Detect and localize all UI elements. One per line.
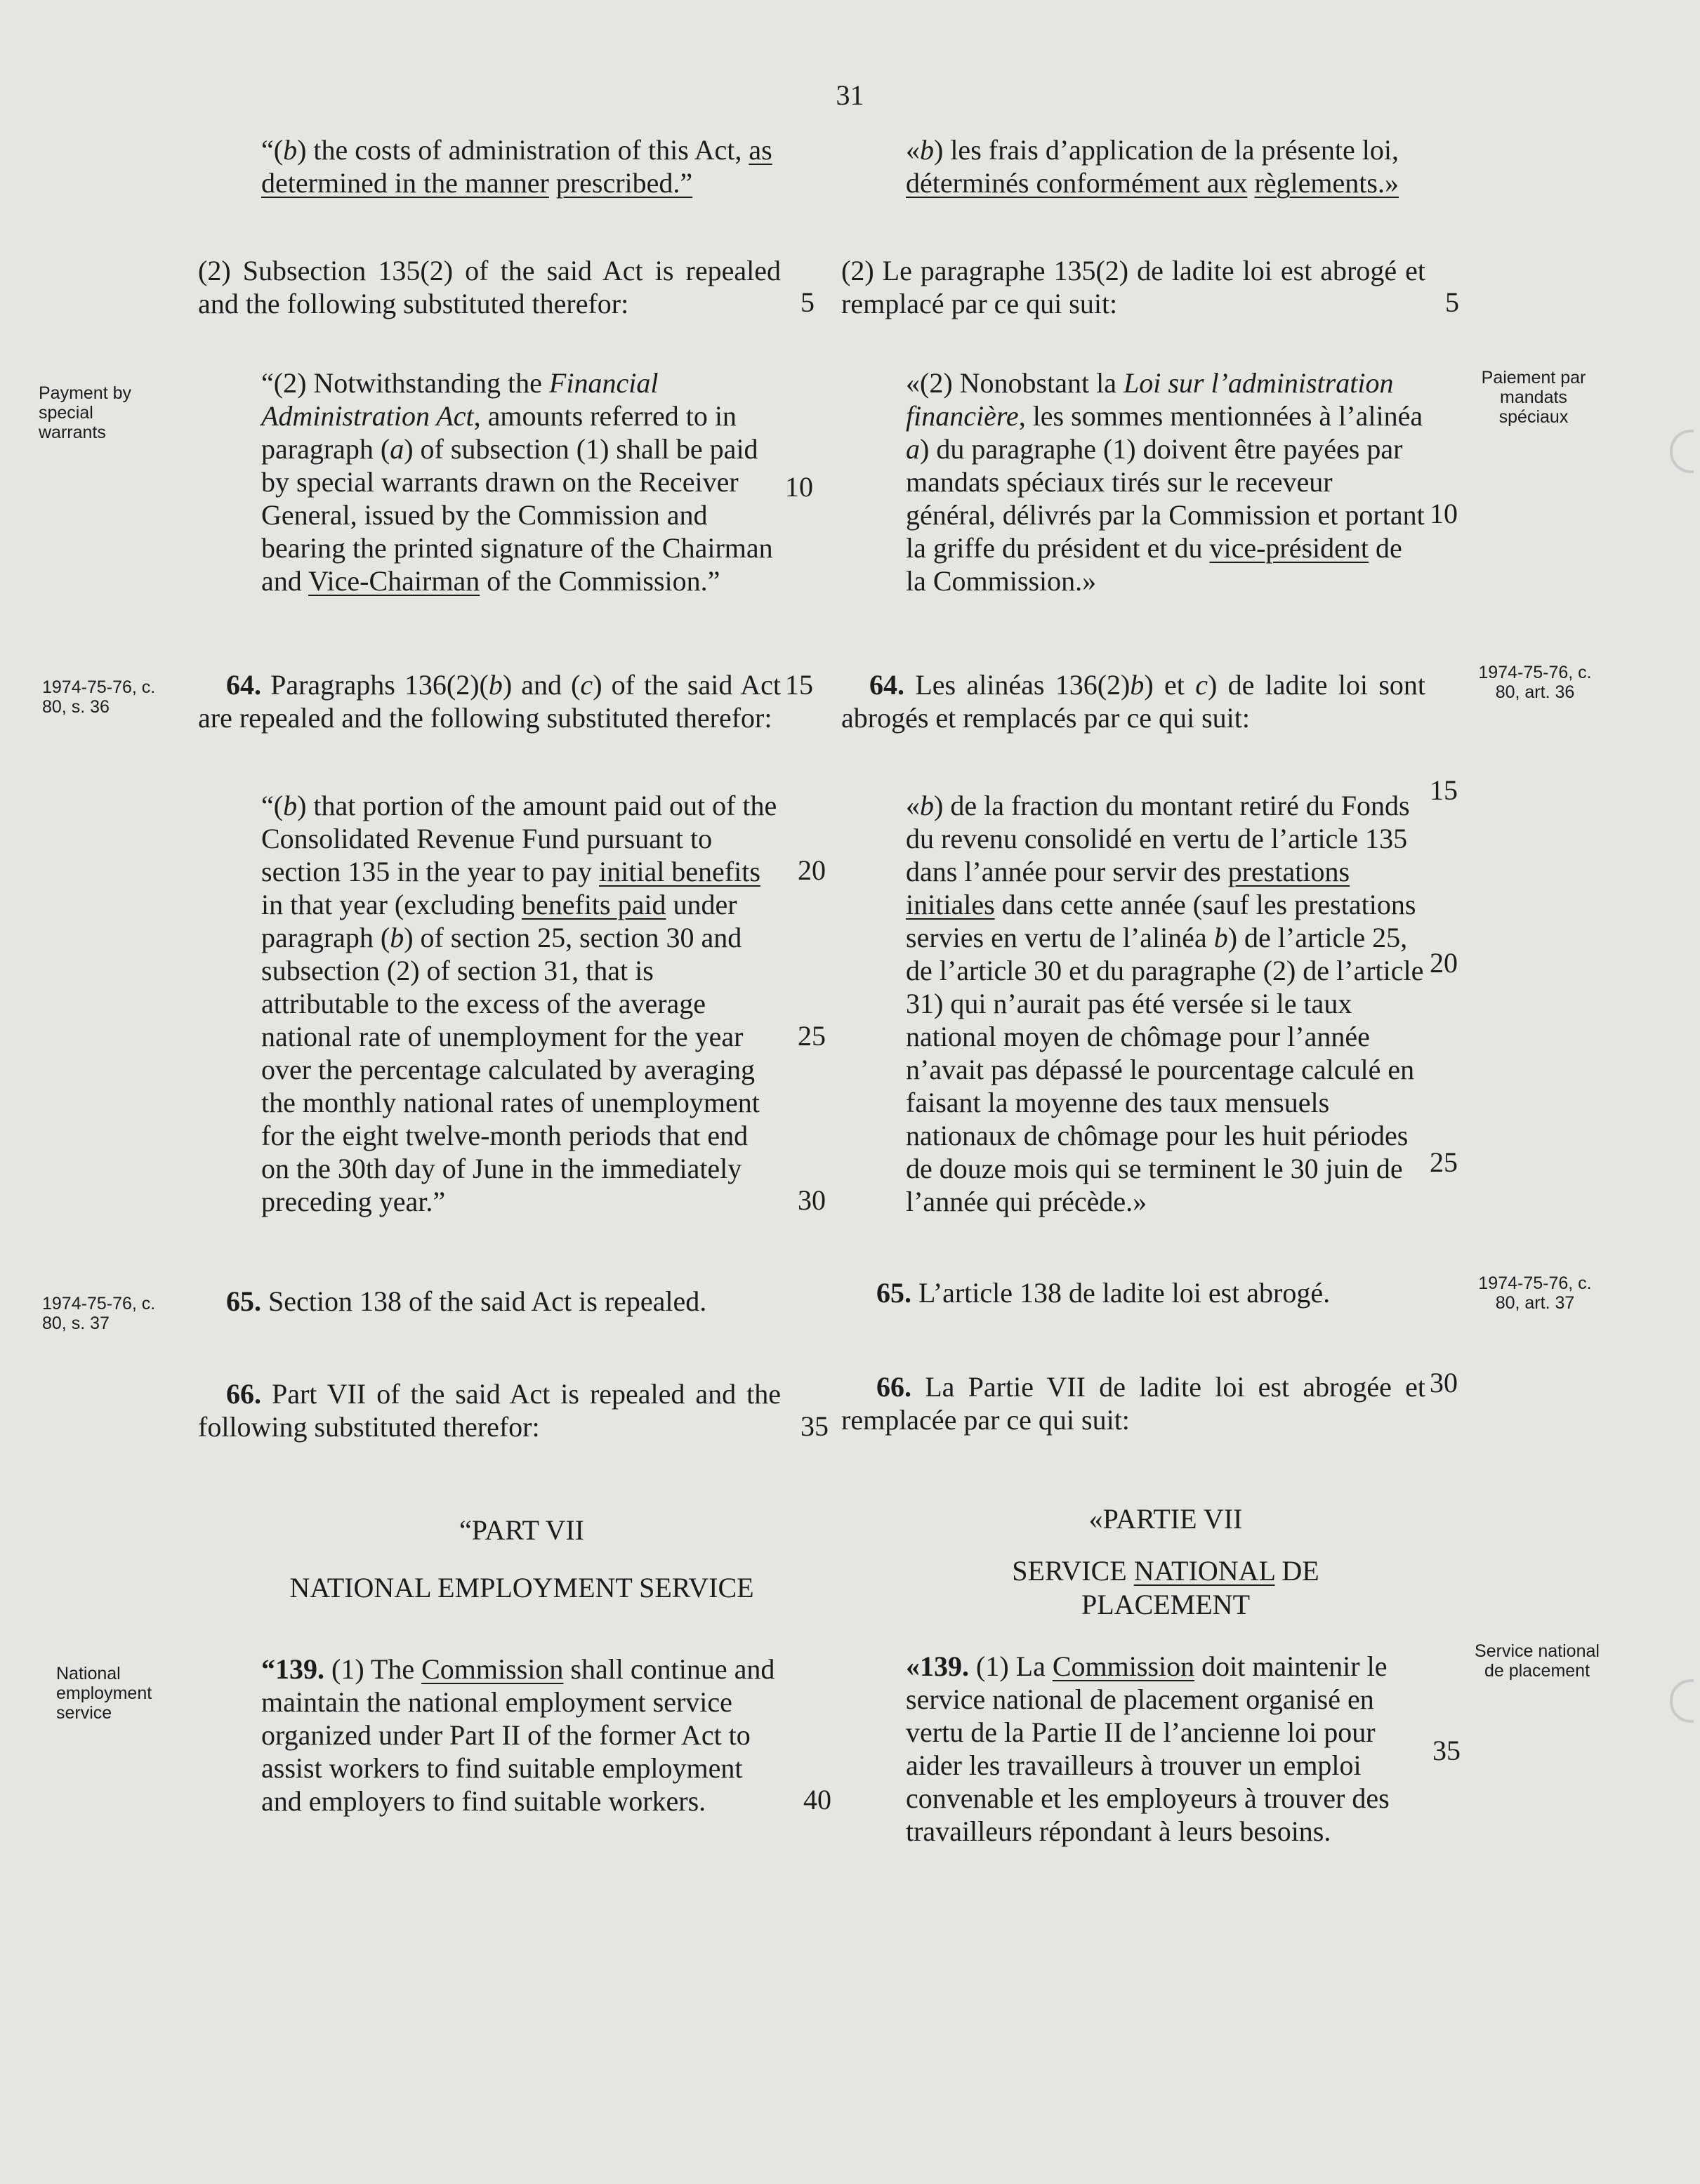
fr-s139: «139. (1) La Commission doit maintenir le service national de placement organisé en vertu de la Partie II de l’ancienne loi pour aider les travailleurs à trouver un emploi convenable et les employeurs à trouver des travailleurs répondant à leurs besoins. <box>906 1650 1390 1847</box>
fr-s139-num: «139. <box>906 1650 969 1682</box>
en-b-costs: “(b) the costs of administration of this Act, as determined in the manner prescribed.” <box>261 134 772 199</box>
page-number: 31 <box>836 79 864 111</box>
line-number-5-right: 5 <box>1445 286 1459 318</box>
fr-b-fraction: «b) de la fraction du montant retiré du Fonds du revenu consolidé en vertu de l’article 135 dans l’année pour servir des prestations initiales dans cette année (sauf les prestations servies en vertu de l’alinéa b) de l’article 25, de l’article 30 et du paragraphe (2) de l’article 31) qui n’aurait pas été versée si le taux national moyen de chômage pour l’année n’avait pas dépassé le pourcentage calculé en faisant la moyenne des taux mensuels nationaux de chômage pour les huit périodes de douze mois qui se terminent le 30 juin de l’année qui précède.» <box>906 790 1424 1217</box>
line-number-10-right: 10 <box>1430 498 1458 529</box>
fr-s64: 64. Les alinéas 136(2)b) et c) de ladite loi sont abrogés et remplacés par ce qui suit: <box>841 669 1426 734</box>
margin-note-left-3: 1974-75-76, c. 80, s. 37 <box>42 1294 156 1333</box>
fr-s66 <box>841 1370 1425 1436</box>
margin-note-left-1: Payment by special warrants <box>39 383 132 442</box>
binder-hole-mark <box>1670 1679 1694 1723</box>
margin-note-right-4: Service national de placement <box>1475 1641 1600 1681</box>
fr-s135-intro: (2) Le paragraphe 135(2) de ladite loi est abrogé et remplacé par ce qui suit: <box>841 255 1425 319</box>
line-number-25-right: 25 <box>1430 1146 1458 1178</box>
en-s139: “139. (1) The Commission shall continue and maintain the national employment service organized under Part II of the former Act to assist workers to find suitable employment and employers to find suitable workers. <box>261 1653 775 1817</box>
line-number-30-right: 30 <box>1430 1367 1458 1398</box>
en-s139-num: “139. <box>261 1653 324 1685</box>
line-number-20-center: 20 <box>798 854 826 886</box>
fr-s64-num: 64. <box>869 669 904 701</box>
binder-hole-mark <box>1670 430 1694 473</box>
margin-note-right-3: 1974-75-76, c. 80, art. 37 <box>1478 1273 1592 1313</box>
line-number-5-center: 5 <box>800 286 815 318</box>
en-s135-2: “(2) Notwithstanding the Financial Administration Act, amounts referred to in paragraph (a) of subsection (1) shall be paid by special warrants drawn on the Receiver General, issued by the Commission and bearing the printed signature of the Chairman and Vice-Chairman of the Commission.” <box>261 367 773 597</box>
fr-part-heading: «PARTIE VII <box>1088 1503 1243 1535</box>
en-s66-text: Part VII of the said Act is repealed and the following substituted therefor: <box>198 1378 781 1443</box>
en-part-heading: “PART VII <box>459 1514 584 1546</box>
fr-s65-text: L’article 138 de ladite loi est abrogé. <box>918 1277 1331 1309</box>
en-s65 <box>198 1285 781 1318</box>
line-number-15-center: 15 <box>785 669 813 701</box>
line-number-40-center: 40 <box>803 1784 831 1815</box>
en-part-title: NATIONAL EMPLOYMENT SERVICE <box>289 1572 754 1603</box>
fr-s66-num: 66. <box>876 1371 911 1403</box>
line-number-10-center: 10 <box>785 471 813 503</box>
margin-note-right-1: Paiement par mandats spéciaux <box>1481 368 1586 427</box>
en-s135-intro: (2) Subsection 135(2) of the said Act is repealed and the following substituted therefor: <box>198 255 781 319</box>
line-number-35-right: 35 <box>1432 1735 1461 1766</box>
fr-s65-num: 65. <box>876 1277 911 1309</box>
en-s64: 64. Paragraphs 136(2)(b) and (c) of the said Act are repealed and the following substituted therefor: <box>198 669 781 734</box>
fr-s65 <box>841 1276 1425 1309</box>
line-number-35-center: 35 <box>800 1410 829 1442</box>
en-b-portion: “(b) that portion of the amount paid out of the Consolidated Revenue Fund pursuant to section 135 in the year to pay initial benefits in that year (excluding benefits paid under paragraph (b) of section 25, section 30 and subsection (2) of section 31, that is attributable to the excess of the average national rate of unemployment for the year over the percentage calculated by averaging the monthly national rates of unemployment for the eight twelve-month periods that end on the 30th day of June in the immediately preceding year.” <box>261 790 777 1217</box>
en-s66 <box>198 1377 781 1443</box>
margin-note-right-2: 1974-75-76, c. 80, art. 36 <box>1478 663 1592 702</box>
en-s64-num: 64. <box>226 669 261 701</box>
en-s65-text: Section 138 of the said Act is repealed. <box>268 1285 707 1317</box>
line-number-30-center: 30 <box>798 1184 826 1216</box>
margin-note-left-2: 1974-75-76, c. 80, s. 36 <box>42 677 156 717</box>
en-s65-num: 65. <box>226 1285 261 1317</box>
line-number-15-right: 15 <box>1430 774 1458 806</box>
line-number-25-center: 25 <box>798 1020 826 1052</box>
fr-part-title: SERVICE NATIONAL DE PLACEMENT <box>1012 1555 1319 1620</box>
fr-s135-2: «(2) Nonobstant la Loi sur l’administration financière, les sommes mentionnées à l’alinéa a) du paragraphe (1) doivent être payées par mandats spéciaux tirés sur le receveur général, délivrés par la Commission et portant la griffe du président et du vice-président de la Commission.» <box>906 367 1425 597</box>
en-s66-num: 66. <box>226 1378 261 1410</box>
fr-s66-text: La Partie VII de ladite loi est abrogée et remplacée par ce qui suit: <box>841 1371 1426 1436</box>
margin-note-left-4: National employment service <box>56 1664 152 1723</box>
line-number-20-right: 20 <box>1430 947 1458 979</box>
fr-b-frais: «b) les frais d’application de la présente loi, déterminés conformément aux règlements.» <box>906 134 1399 199</box>
